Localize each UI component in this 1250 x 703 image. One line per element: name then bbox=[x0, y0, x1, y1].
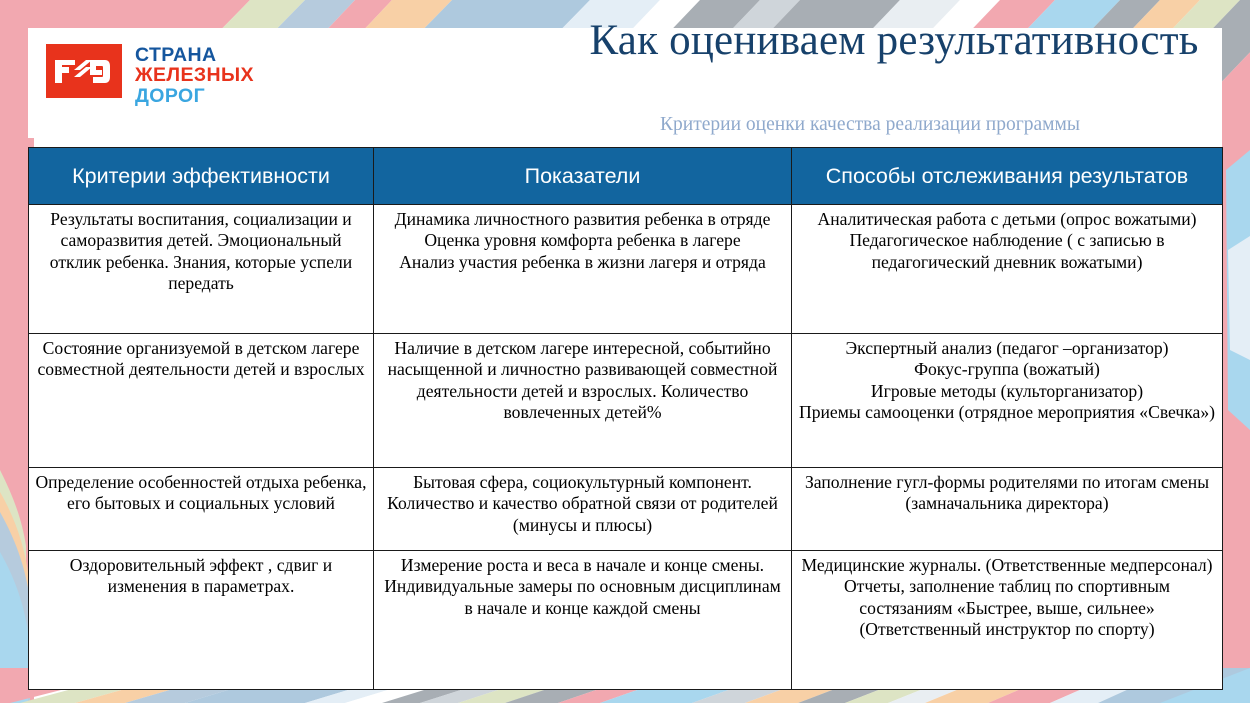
column-header-indicators: Показатели bbox=[374, 148, 792, 205]
cell-methods: Аналитическая работа с детьми (опрос вожатыми) Педагогическое наблюдение ( с записью в педагогический дневник вожатыми) bbox=[792, 205, 1223, 334]
table-row bbox=[29, 334, 1223, 468]
cell-criteria: Результаты воспитания, социализации и саморазвития детей. Эмоциональный отклик ребенка. Знания, которые успели передать bbox=[29, 205, 374, 334]
table-body bbox=[29, 205, 1223, 690]
cell-criteria: Состояние организуемой в детском лагере совместной деятельности детей и взрослых bbox=[29, 334, 374, 468]
cell-criteria: Оздоровительный эффект , сдвиг и изменения в параметрах. bbox=[29, 551, 374, 690]
table-row bbox=[29, 551, 1223, 690]
rzd-mark-icon bbox=[46, 44, 122, 98]
cell-indicators: Наличие в детском лагере интересной, событийно насыщенной и личностно развивающей совместной деятельности детей и взрослых. Количество вовлеченных детей% bbox=[374, 334, 792, 468]
cell-criteria: Определение особенностей отдыха ребенка, его бытовых и социальных условий bbox=[29, 468, 374, 551]
page-title: Как оцениваем результативность bbox=[589, 17, 1199, 64]
table-row bbox=[29, 468, 1223, 551]
table-header-row bbox=[29, 148, 1223, 205]
rzd-country-of-railways-logo bbox=[46, 44, 254, 106]
logo-line-strana: СТРАНА bbox=[135, 44, 217, 66]
cell-methods: Заполнение гугл-формы родителями по итогам смены (замначальника директора) bbox=[792, 468, 1223, 551]
column-header-criteria: Критерии эффективности bbox=[29, 148, 374, 205]
column-header-methods: Способы отслеживания результатов bbox=[792, 148, 1223, 205]
page-subtitle: Критерии оценки качества реализации программы bbox=[660, 114, 1080, 135]
logo-line-zheleznyh: ЖЕЛЕЗНЫХ bbox=[135, 64, 254, 87]
cell-methods: Экспертный анализ (педагог –организатор) Фокус-группа (вожатый) Игровые методы (культорганизатор) Приемы самооценки (отрядное мероприятия «Свечка») bbox=[792, 334, 1223, 468]
criteria-table bbox=[28, 147, 1223, 690]
cell-methods: Медицинские журналы. (Ответственные медперсонал) Отчеты, заполнение таблиц по спортивным состязаниям «Быстрее, выше, сильнее» (Ответственный инструктор по спорту) bbox=[792, 551, 1223, 690]
logo-line-dorog: ДОРОГ bbox=[135, 84, 206, 107]
cell-indicators: Динамика личностного развития ребенка в отряде Оценка уровня комфорта ребенка в лагере Анализ участия ребенка в жизни лагеря и отряда bbox=[374, 205, 792, 334]
cell-indicators: Бытовая сфера, социокультурный компонент. Количество и качество обратной связи от родителей (минусы и плюсы) bbox=[374, 468, 792, 551]
table-row bbox=[29, 205, 1223, 334]
cell-indicators: Измерение роста и веса в начале и конце смены. Индивидуальные замеры по основным дисциплинам в начале и конце каждой смены bbox=[374, 551, 792, 690]
